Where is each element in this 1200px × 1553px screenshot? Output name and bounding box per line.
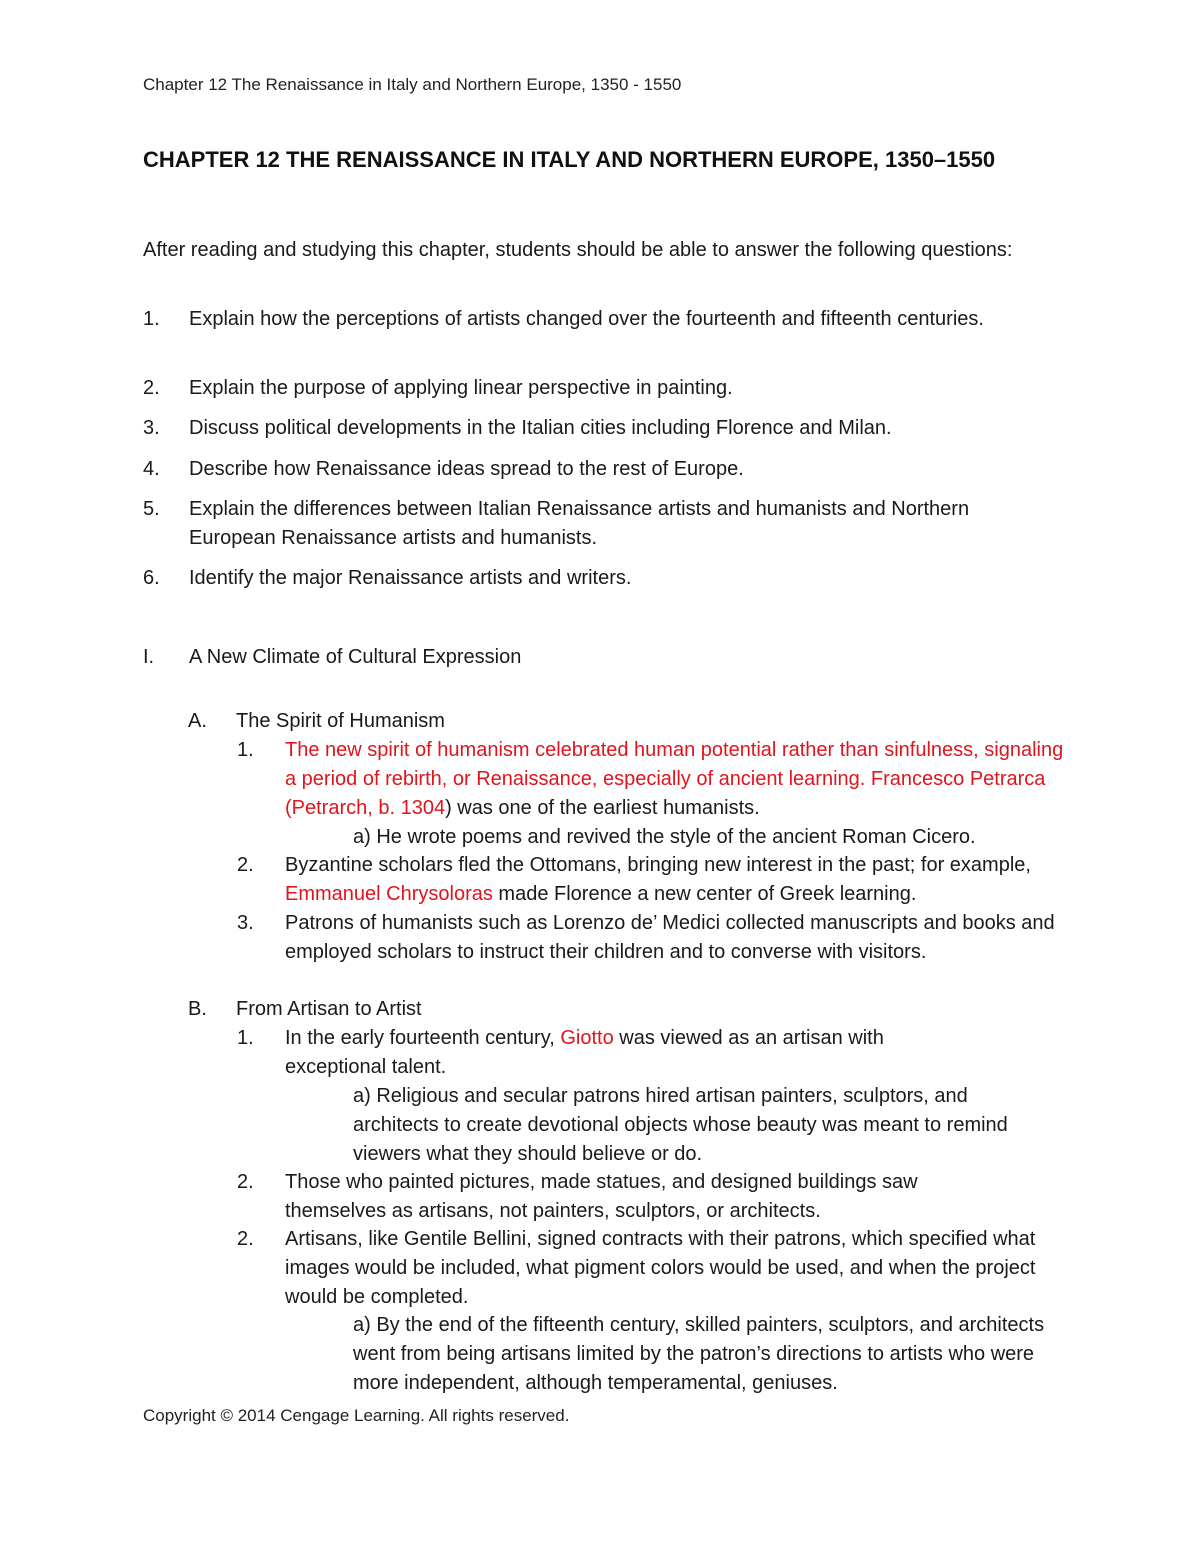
question-number: 6. — [143, 567, 160, 589]
question-number: 1. — [143, 308, 160, 330]
item-text-tail: ) was one of the earliest humanists. — [445, 797, 760, 819]
item-number: 1. — [237, 1027, 254, 1049]
question-text: Discuss political developments in the Italian cities including Florence and Milan. — [189, 417, 892, 439]
item-number: 2. — [237, 854, 254, 876]
item-text-pre: Byzantine scholars fled the Ottomans, bringing new interest in the past; for example, — [285, 854, 1031, 876]
highlighted-text: Emmanuel Chrysoloras — [285, 883, 493, 905]
item-text — [285, 1024, 985, 1082]
item-text — [285, 851, 1075, 909]
question-number: 5. — [143, 498, 160, 520]
intro-paragraph: After reading and studying this chapter, students should be able to answer the following questions: — [143, 239, 1013, 261]
question-text: Identify the major Renaissance artists and writers. — [189, 567, 632, 589]
question-number: 2. — [143, 377, 160, 399]
item-text: Those who painted pictures, made statues, and designed buildings saw themselves as artisans, not painters, sculptors, or architects. — [285, 1171, 918, 1222]
item-text-post: made Florence a new center of Greek learning. — [492, 883, 917, 905]
question-text: Explain the differences between Italian Renaissance artists and humanists and Northern European Renaissance artists and humanists. — [189, 498, 970, 549]
subsection-letter: A. — [188, 710, 207, 732]
running-header: Chapter 12 The Renaissance in Italy and Northern Europe, 1350 - 1550 — [143, 75, 682, 94]
item-number: 3. — [237, 912, 254, 934]
item-text — [285, 736, 1075, 823]
outline-subitem: a) He wrote poems and revived the style of the ancient Roman Cicero. — [353, 826, 976, 848]
section-number: I. — [143, 646, 155, 668]
question-text: Explain how the perceptions of artists changed over the fourteenth and fifteenth centuries. — [189, 308, 984, 330]
outline-subitem: a) By the end of the fifteenth century, skilled painters, sculptors, and architects went from being artisans limited by the patron’s directions to artists who were more independent, although temperamental, geniuses. — [353, 1314, 1045, 1394]
item-number: 2. — [237, 1171, 254, 1193]
copyright-footer: Copyright © 2014 Cengage Learning. All rights reserved. — [143, 1406, 570, 1425]
outline-subitem: a) Religious and secular patrons hired artisan painters, sculptors, and architects to create devotional objects whose beauty was meant to remind viewers what they should believe or do. — [353, 1085, 1008, 1165]
subsection-title: The Spirit of Humanism — [236, 710, 445, 732]
subsection-title: From Artisan to Artist — [236, 998, 422, 1020]
question-text: Explain the purpose of applying linear perspective in painting. — [189, 377, 733, 399]
item-number: 1. — [237, 739, 254, 761]
question-number: 4. — [143, 458, 160, 480]
highlighted-text: Giotto — [560, 1027, 614, 1049]
chapter-title: CHAPTER 12 THE RENAISSANCE IN ITALY AND NORTHERN EUROPE, 1350–1550 — [143, 147, 996, 172]
item-text: Artisans, like Gentile Bellini, signed contracts with their patrons, which specified what images would be included, what pigment colors would be used, and when the project would be completed. — [285, 1228, 1036, 1308]
section-title: A New Climate of Cultural Expression — [189, 646, 522, 668]
item-number: 2. — [237, 1228, 254, 1250]
item-text: Patrons of humanists such as Lorenzo de’ Medici collected manuscripts and books and employed scholars to instruct their children and to converse with visitors. — [285, 912, 1055, 963]
item-text-pre: In the early fourteenth century, — [285, 1027, 561, 1049]
question-text: Describe how Renaissance ideas spread to the rest of Europe. — [189, 458, 744, 480]
item-text-post: was viewed as an artisan with exceptional talent. — [285, 1027, 884, 1078]
question-number: 3. — [143, 417, 160, 439]
subsection-letter: B. — [188, 998, 207, 1020]
highlighted-text: The new spirit of humanism celebrated human potential rather than sinfulness, signaling a period of rebirth, or Renaissance, especially of ancient learning. Francesco Petrarca (Petrarch, b. 1304 — [285, 739, 1064, 819]
